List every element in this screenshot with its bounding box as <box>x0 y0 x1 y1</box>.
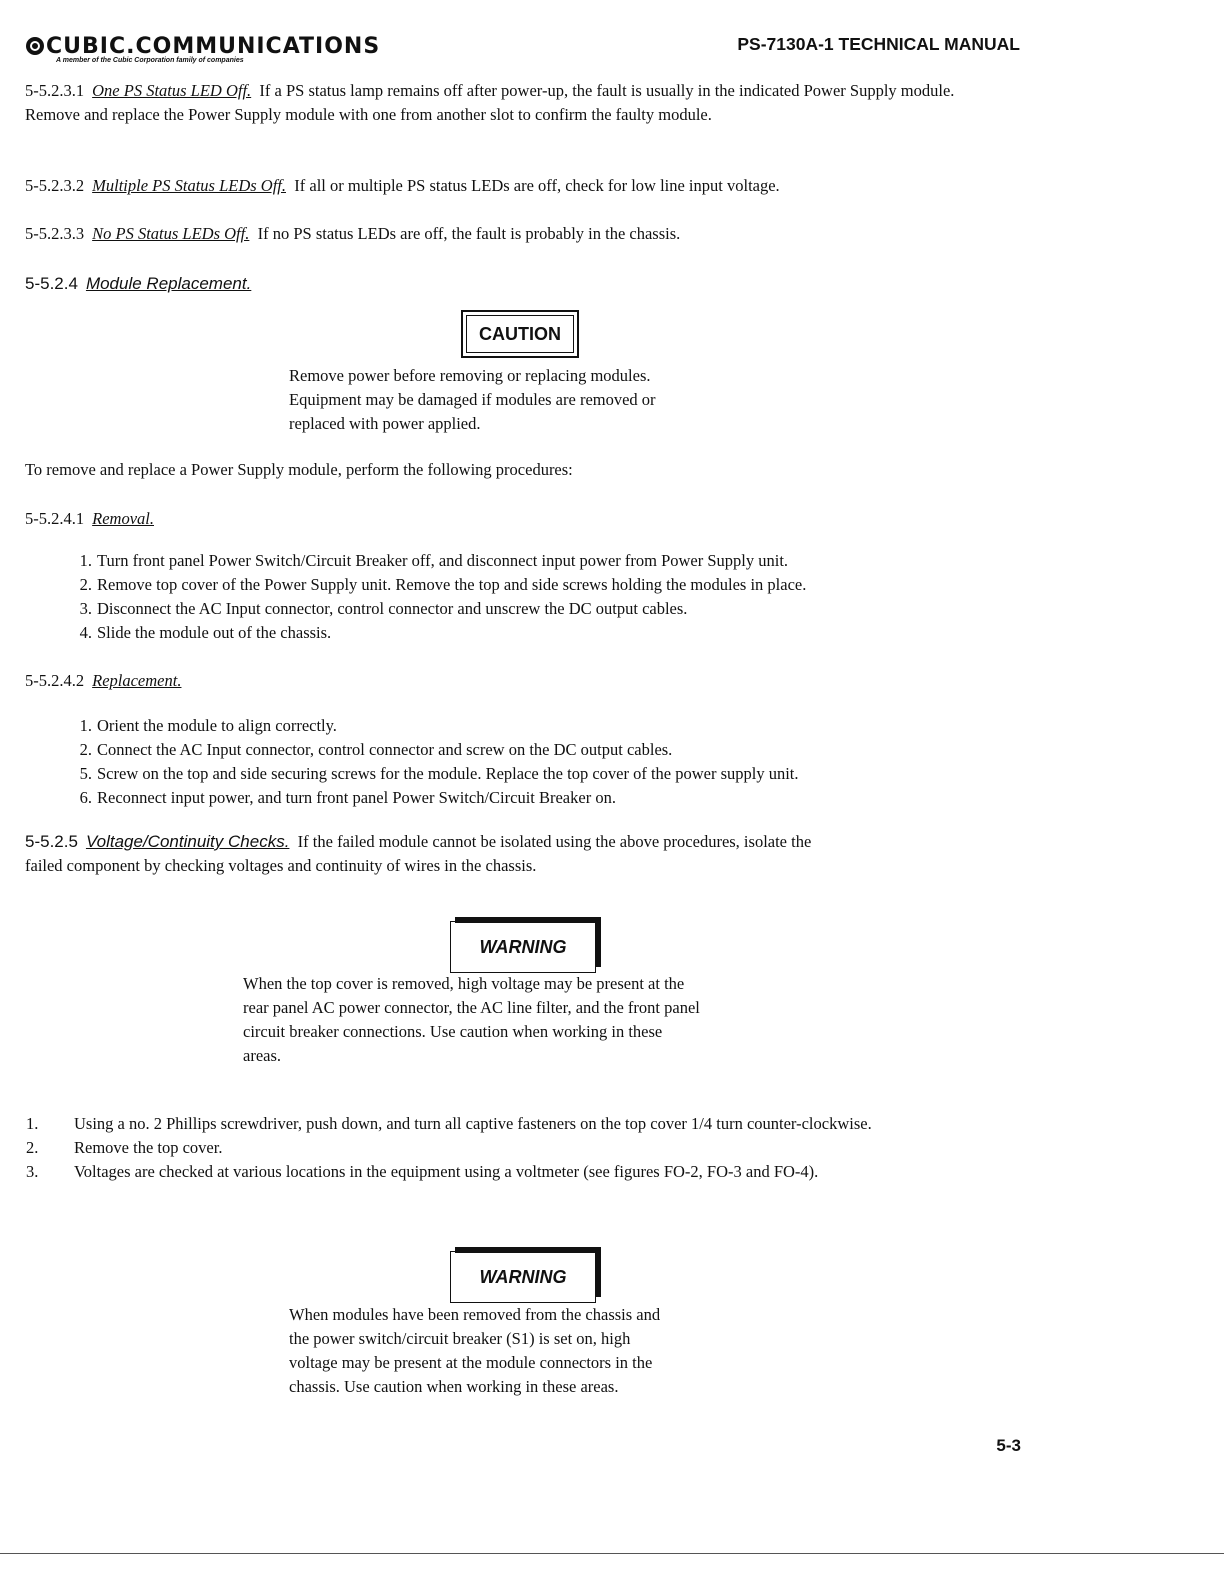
caution-label: CAUTION <box>466 315 574 353</box>
section-number: 5-5.2.3.1 <box>25 81 85 100</box>
caution-line: replaced with power applied. <box>289 414 481 433</box>
list-item: 1. Using a no. 2 Phillips screwdriver, push down, and turn all captive fasteners on the top cover 1/4 turn counter-clockwise. <box>26 1114 872 1133</box>
warning-label-box <box>450 921 596 973</box>
section-number: 5-5.2.4.2 <box>25 671 85 690</box>
section-body: If the failed module cannot be isolated using the above procedures, isolate the <box>297 832 812 851</box>
warning-line: circuit breaker connections. Use caution when working in these <box>243 1022 663 1041</box>
section-title: Replacement. <box>92 671 182 690</box>
list-item: 4. Slide the module out of the chassis. <box>79 623 332 642</box>
list-item: 2. Connect the AC Input connector, control connector and screw on the DC output cables. <box>79 740 673 759</box>
section-5-5-2-3-1 <box>25 79 995 127</box>
section-title: One PS Status LED Off. <box>92 81 252 100</box>
list-item: 5. Screw on the top and side securing screws for the module. Replace the top cover of the power supply unit. <box>79 764 799 783</box>
section-title: No PS Status LEDs Off. <box>92 224 250 243</box>
section-title: Removal. <box>92 509 154 528</box>
caution-label-box <box>461 310 579 358</box>
warning-line: voltage may be present at the module connectors in the <box>289 1353 653 1372</box>
caution-text <box>289 364 809 436</box>
section-body: If all or multiple PS status LEDs are off, check for low line input voltage. <box>294 176 780 195</box>
company-logo <box>26 34 380 64</box>
warning-line: rear panel AC power connector, the AC line filter, and the front panel <box>243 998 700 1017</box>
section-5-5-2-3-3 <box>25 222 995 246</box>
list-item: 3. Disconnect the AC Input connector, control connector and unscrew the DC output cables. <box>79 599 688 618</box>
cubic-logo-icon <box>26 37 44 55</box>
warning-label: WARNING <box>479 936 567 957</box>
replacement-steps <box>72 714 1002 810</box>
section-title: Multiple PS Status LEDs Off. <box>92 176 286 195</box>
page-number: 5-3 <box>996 1436 1021 1455</box>
removal-steps <box>72 549 1002 645</box>
section-5-5-2-3-2 <box>25 174 995 198</box>
warning-line: When modules have been removed from the chassis and <box>289 1305 661 1324</box>
section-5-5-2-5 <box>25 830 995 878</box>
page-bottom-rule <box>0 1553 1224 1554</box>
section-body: If a PS status lamp remains off after power-up, the fault is usually in the indicated Power Supply module. Remove and replace the Power Supply module with one from another slot to confirm the faulty module. <box>25 81 955 124</box>
section-title: Voltage/Continuity Checks. <box>85 832 290 851</box>
section-body: If no PS status LEDs are off, the fault is probably in the chassis. <box>257 224 681 243</box>
section-replacement-heading <box>25 669 995 693</box>
warning-label: WARNING <box>479 1266 567 1287</box>
section-removal-heading <box>25 507 995 531</box>
warning-text <box>289 1303 849 1399</box>
caution-line: Equipment may be damaged if modules are removed or <box>289 390 656 409</box>
section-title: Module Replacement. <box>85 274 252 293</box>
check-steps <box>26 1112 1006 1184</box>
section-5-5-2-4 <box>25 274 995 294</box>
list-item: 2. Remove top cover of the Power Supply unit. Remove the top and side screws holding the modules in place. <box>79 575 807 594</box>
caution-line: Remove power before removing or replacing modules. <box>289 366 651 385</box>
warning-line: areas. <box>243 1046 282 1065</box>
warning-line: the power switch/circuit breaker (S1) is set on, high <box>289 1329 631 1348</box>
section-body: failed component by checking voltages and continuity of wires in the chassis. <box>25 856 537 875</box>
section-number: 5-5.2.4.1 <box>25 509 85 528</box>
company-name: CUBIC.COMMUNICATIONS <box>46 34 381 59</box>
section-number: 5-5.2.3.2 <box>25 176 85 195</box>
section-number: 5-5.2.4 <box>25 274 78 293</box>
manual-title: PS-7130A-1 TECHNICAL MANUAL <box>737 34 1020 54</box>
warning-line: chassis. Use caution when working in these areas. <box>289 1377 619 1396</box>
procedure-intro: To remove and replace a Power Supply module, perform the following procedures: <box>25 460 573 479</box>
warning-text <box>243 972 863 1068</box>
list-item: 3. Voltages are checked at various locations in the equipment using a voltmeter (see figures FO-2, FO-3 and FO-4). <box>26 1162 819 1181</box>
list-item: 6. Reconnect input power, and turn front panel Power Switch/Circuit Breaker on. <box>79 788 616 807</box>
list-item: 1. Orient the module to align correctly. <box>79 716 337 735</box>
warning-label-box <box>450 1251 596 1303</box>
list-item: 2. Remove the top cover. <box>26 1138 223 1157</box>
section-number: 5-5.2.3.3 <box>25 224 85 243</box>
warning-line: When the top cover is removed, high voltage may be present at the <box>243 974 685 993</box>
section-number: 5-5.2.5 <box>25 832 78 851</box>
company-tagline: A member of the Cubic Corporation family of companies <box>56 57 244 64</box>
list-item: 1. Turn front panel Power Switch/Circuit Breaker off, and disconnect input power from Power Supply unit. <box>79 551 789 570</box>
